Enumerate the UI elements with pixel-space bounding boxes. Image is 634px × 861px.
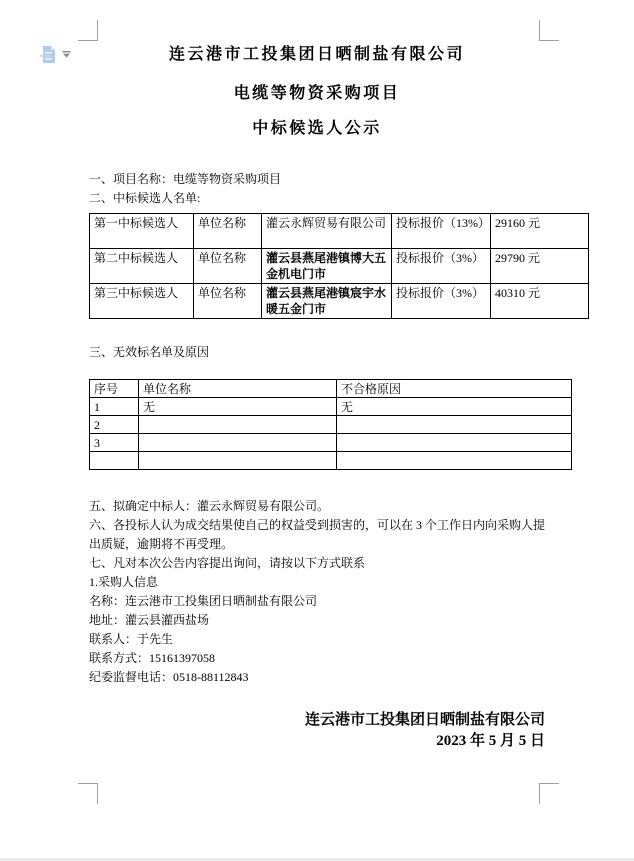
candidate-rank: 第二中标候选人 (90, 249, 194, 284)
header-unit: 单位名称 (139, 380, 337, 398)
crop-mark-bottom-left (78, 783, 98, 804)
document-title-announcement: 中标候选人公示 (252, 120, 382, 137)
supervision-phone: 纪委监督电话：0518-88112843 (89, 670, 249, 684)
document-content (89, 42, 545, 752)
cell-reason (337, 452, 572, 470)
candidate-company: 灌云永辉贸易有限公司 (262, 214, 392, 249)
cell-unit (139, 434, 337, 452)
candidate-rank: 第三中标候选人 (90, 284, 194, 319)
purchaser-info (89, 573, 545, 687)
table-row (90, 416, 572, 434)
signature-block (89, 710, 545, 752)
crop-mark-top-left (78, 20, 98, 41)
table-row (90, 398, 572, 416)
header-reason: 不合格原因 (337, 380, 572, 398)
candidate-rank: 第一中标候选人 (90, 214, 194, 249)
section-7-contact-heading: 七、凡对本次公告内容提出询问，请按以下方式联系 (89, 556, 366, 570)
table-row (90, 284, 589, 319)
unit-name-label: 单位名称 (194, 249, 262, 284)
purchaser-address: 地址：灌云县灌西盐场 (89, 613, 210, 627)
floating-options-widget (40, 45, 71, 64)
cell-unit: 无 (139, 398, 337, 416)
table-row (90, 249, 589, 284)
crop-mark-top-right (539, 20, 559, 41)
section-2-candidates-heading: 二、中标候选人名单: (89, 191, 201, 205)
cell-reason (337, 416, 572, 434)
cell-seq (90, 452, 139, 470)
section-5-winner: 五、拟确定中标人：灌云永辉贸易有限公司。 (89, 499, 330, 513)
purchaser-name: 名称：连云港市工投集团日晒制盐有限公司 (89, 594, 318, 608)
document-title-company: 连云港市工投集团日晒制盐有限公司 (168, 46, 465, 63)
document-icon[interactable] (40, 45, 57, 64)
signature-company: 连云港市工投集团日晒制盐有限公司 (304, 712, 545, 728)
contact-phone: 联系方式：15161397058 (89, 651, 216, 665)
cell-reason: 无 (337, 398, 572, 416)
candidate-company: 灌云县燕尾港镇博大五金机电门市 (262, 249, 392, 284)
bid-price-label: 投标报价（3%） (392, 249, 491, 284)
section-1-project-name: 一、项目名称：电缆等物资采购项目 (89, 172, 282, 186)
cell-unit (139, 452, 337, 470)
section-3-invalid-heading: 三、无效标名单及原因 (89, 345, 210, 359)
cell-seq: 3 (90, 434, 139, 452)
bid-price-value: 29790 元 (491, 249, 589, 284)
bid-price-value: 40310 元 (491, 284, 589, 319)
table-header-row (90, 380, 572, 398)
unit-name-label: 单位名称 (194, 284, 262, 319)
chevron-down-icon[interactable] (62, 51, 71, 58)
crop-mark-bottom-right (539, 783, 559, 804)
header-seq: 序号 (90, 380, 139, 398)
table-row (90, 452, 572, 470)
candidates-table (89, 213, 589, 319)
invalid-bids-table (89, 379, 572, 470)
cell-seq: 1 (90, 398, 139, 416)
purchaser-info-intro: 1.采购人信息 (89, 575, 159, 589)
contact-person: 联系人：于先生 (89, 632, 174, 646)
bid-price-label: 投标报价（13%） (392, 214, 491, 249)
section-6-objection: 六、各投标人认为成交结果使自己的权益受到损害的，可以在 3 个工作日内向采购人提出质疑，逾期将不再受理。 (89, 518, 546, 551)
bid-price-label: 投标报价（3%） (392, 284, 491, 319)
unit-name-label: 单位名称 (194, 214, 262, 249)
cell-unit (139, 416, 337, 434)
table-row (90, 434, 572, 452)
cell-seq: 2 (90, 416, 139, 434)
document-title-project: 电缆等物资采购项目 (233, 85, 401, 102)
cell-reason (337, 434, 572, 452)
candidate-company: 灌云县燕尾港镇宸宇水暖五金门市 (262, 284, 392, 319)
table-row (90, 214, 589, 249)
bid-price-value: 29160 元 (491, 214, 589, 249)
signature-date: 2023 年 5 月 5 日 (436, 733, 545, 749)
